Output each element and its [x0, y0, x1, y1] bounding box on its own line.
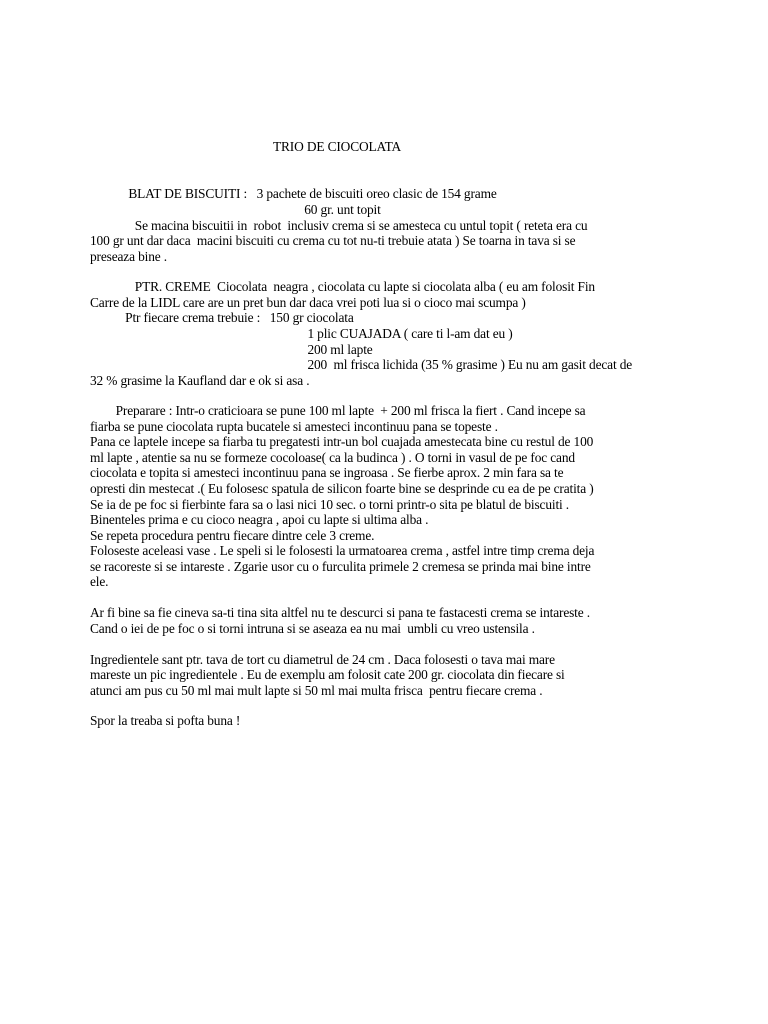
text-line: 100 gr unt dar daca macini biscuiti cu crema cu tot nu-ti trebuie atata ) Se toarna in tava si se — [90, 233, 576, 248]
text-line: atunci am pus cu 50 ml mai mult lapte si 50 ml mai multa frisca pentru fiecare crema . — [90, 683, 543, 698]
text-line: ml lapte , atentie sa nu se formeze cocoloase( ca la budinca ) . O torni in vasul de pe foc cand — [90, 450, 575, 465]
text-line: ele. — [90, 574, 109, 589]
text-line: preseaza bine . — [90, 249, 167, 264]
text-line: Cand o iei de pe foc o si torni intruna si se aseaza ea nu mai umbli cu vreo ustensila . — [90, 621, 535, 636]
closing-line: Spor la treaba si pofta buna ! — [90, 713, 241, 728]
text-line: Ingredientele sant ptr. tava de tort cu diametrul de 24 cm . Daca folosesti o tava mai mare — [90, 652, 555, 667]
text-line: Binenteles prima e cu cioco neagra , apoi cu lapte si ultima alba . — [90, 512, 429, 527]
preparation-line: Preparare : Intr-o craticioara se pune 100 ml lapte + 200 ml frisca la fiert . Cand incepe sa — [90, 403, 586, 418]
text-line: mareste un pic ingredientele . Eu de exemplu am folosit cate 200 gr. ciocolata din fiecare si — [90, 667, 565, 682]
text-line: Ar fi bine sa fie cineva sa-ti tina sita altfel nu te descurci si pana te fastacesti crema se intareste . — [90, 605, 590, 620]
text-line: Foloseste aceleasi vase . Le speli si le folosesti la urmatoarea crema , astfel intre timp crema deja — [90, 543, 595, 558]
text-line: opresti din mestecat .( Eu folosesc spatula de silicon foarte bine se desprinde cu ea de pe cratita ) — [90, 481, 594, 496]
biscuit-base-line-1: BLAT DE BISCUITI : 3 pachete de biscuiti oreo clasic de 154 grame — [90, 186, 497, 201]
ingredient-line: 200 ml frisca lichida (35 % grasime ) Eu nu am gasit decat de — [90, 357, 633, 372]
text-line: Se ia de pe foc si fierbinte fara sa o lasi nici 10 sec. o torni printr-o sita pe blatul de biscuiti . — [90, 497, 569, 512]
text-line: Se macina biscuitii in robot inclusiv crema si se amesteca cu untul topit ( reteta era cu — [90, 218, 588, 233]
biscuit-base-line-2: 60 gr. unt topit — [90, 202, 381, 217]
document-title: TRIO DE CIOCOLATA — [273, 139, 402, 154]
text-line: Carre de la LIDL care are un pret bun dar daca vrei poti lua si o cioco mai scumpa ) — [90, 295, 526, 310]
ingredient-line: 200 ml lapte — [90, 342, 373, 357]
text-line: fiarba se pune ciocolata rupta bucatele si amesteci incontinuu pana se topeste . — [90, 419, 498, 434]
text-line: se racoreste si se intareste . Zgarie usor cu o furculita primele 2 cremesa se prinda mai bine intre — [90, 559, 591, 574]
ingredient-line: Ptr fiecare crema trebuie : 150 gr ciocolata — [90, 310, 354, 325]
text-line: ciocolata e topita si amesteci incontinuu pana se ingroasa . Se fierbe aprox. 2 min fara sa te — [90, 465, 564, 480]
text-line: Pana ce laptele incepe sa fiarba tu pregatesti intr-un bol cuajada amestecata bine cu restul de 100 — [90, 434, 594, 449]
text-line: 32 % grasime la Kaufland dar e ok si asa . — [90, 373, 310, 388]
text-line: Se repeta procedura pentru fiecare dintre cele 3 creme. — [90, 528, 375, 543]
ingredient-line: 1 plic CUAJADA ( care ti l-am dat eu ) — [90, 326, 513, 341]
creams-line: PTR. CREME Ciocolata neagra , ciocolata cu lapte si ciocolata alba ( eu am folosit Fin — [90, 279, 595, 294]
